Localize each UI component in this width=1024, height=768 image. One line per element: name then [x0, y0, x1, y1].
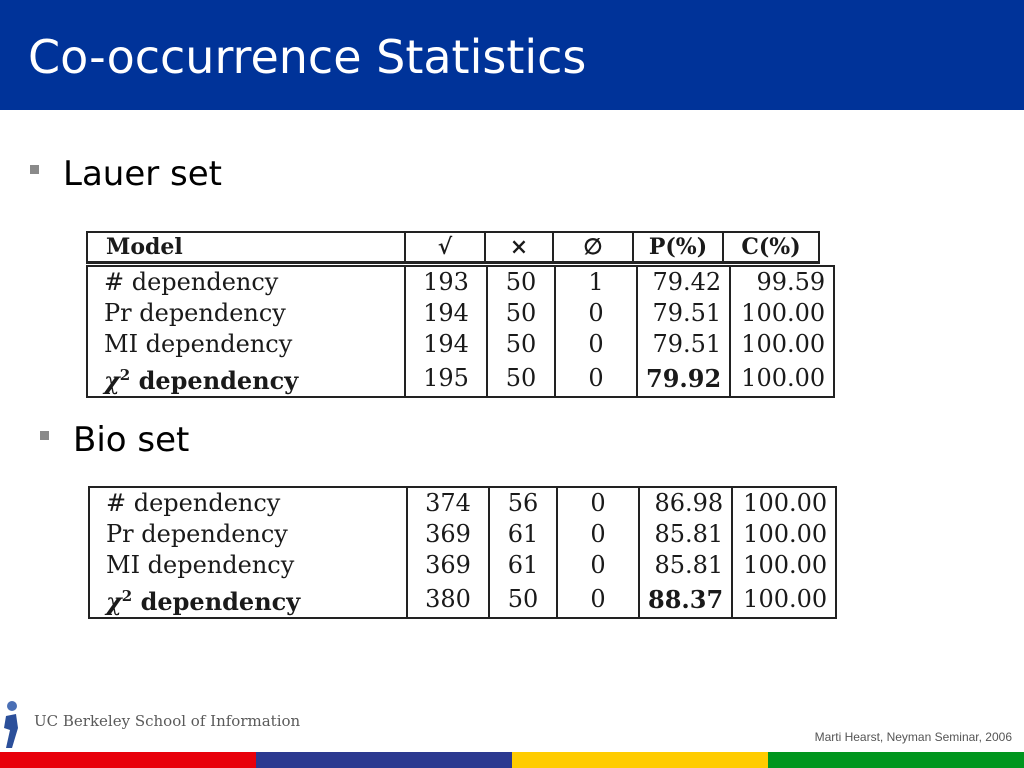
cell-precision: 79.51 — [637, 298, 730, 329]
cell-coverage: 100.00 — [730, 298, 834, 329]
col-header-precision: P(%) — [633, 232, 723, 263]
col-header-correct: √ — [405, 232, 485, 263]
cell-model: # dependency — [87, 266, 405, 298]
cell-none: 0 — [555, 298, 637, 329]
cell-precision: 85.81 — [639, 519, 732, 550]
footer-stripe-blue — [256, 752, 512, 768]
cell-model: MI dependency — [89, 550, 407, 581]
col-header-none: ∅ — [553, 232, 633, 263]
cell-incorrect: 50 — [487, 298, 555, 329]
cell-correct: 193 — [405, 266, 487, 298]
cell-coverage: 100.00 — [732, 487, 836, 519]
footer-stripe-red — [0, 752, 256, 768]
cell-none: 0 — [555, 329, 637, 360]
cell-correct: 369 — [407, 550, 489, 581]
cell-incorrect: 50 — [487, 266, 555, 298]
cell-incorrect: 61 — [489, 519, 557, 550]
cell-none: 1 — [555, 266, 637, 298]
table-row — [87, 298, 834, 329]
cell-correct: 194 — [405, 298, 487, 329]
table-row — [89, 519, 836, 550]
bullet-square-icon — [40, 431, 49, 440]
model-suffix: dependency — [130, 366, 299, 395]
logo-text: UC Berkeley School of Information — [34, 712, 301, 730]
cell-coverage: 100.00 — [730, 329, 834, 360]
table-row — [87, 360, 834, 397]
cell-coverage: 100.00 — [730, 360, 834, 397]
cell-precision: 88.37 — [639, 581, 732, 618]
chi-superscript: 2 — [121, 587, 133, 605]
bullet-bio-set — [40, 420, 189, 460]
cell-precision: 79.51 — [637, 329, 730, 360]
col-header-model: Model — [87, 232, 405, 263]
slide-title: Co-occurrence Statistics — [28, 30, 587, 84]
cell-precision: 86.98 — [639, 487, 732, 519]
cell-precision: 79.92 — [637, 360, 730, 397]
cell-none: 0 — [557, 519, 639, 550]
footer-stripe-green — [768, 752, 1024, 768]
col-header-incorrect: × — [485, 232, 553, 263]
cell-none: 0 — [557, 550, 639, 581]
cell-precision: 79.42 — [637, 266, 730, 298]
cell-model: Pr dependency — [89, 519, 407, 550]
cell-correct: 195 — [405, 360, 487, 397]
chi-symbol: χ — [104, 366, 120, 395]
cell-none: 0 — [557, 581, 639, 618]
cell-incorrect: 50 — [489, 581, 557, 618]
bullet-lauer-set — [30, 154, 222, 194]
cell-correct: 369 — [407, 519, 489, 550]
chi-symbol: χ — [106, 587, 122, 616]
cell-correct: 380 — [407, 581, 489, 618]
model-suffix: dependency — [132, 587, 301, 616]
cell-incorrect: 61 — [489, 550, 557, 581]
table-row — [89, 550, 836, 581]
cell-model: MI dependency — [87, 329, 405, 360]
lauer-table-header — [86, 231, 820, 264]
cell-coverage: 100.00 — [732, 550, 836, 581]
cell-incorrect: 50 — [487, 360, 555, 397]
cell-coverage: 100.00 — [732, 519, 836, 550]
cell-model — [89, 581, 407, 618]
table-row — [87, 329, 834, 360]
table-row — [89, 487, 836, 519]
chi-superscript: 2 — [119, 366, 131, 384]
cell-none: 0 — [557, 487, 639, 519]
footer-stripe-yellow — [512, 752, 768, 768]
cell-coverage: 99.59 — [730, 266, 834, 298]
cell-model: # dependency — [89, 487, 407, 519]
title-bar — [0, 0, 1024, 110]
cell-model: Pr dependency — [87, 298, 405, 329]
cell-incorrect: 50 — [487, 329, 555, 360]
cell-none: 0 — [555, 360, 637, 397]
bullet-label: Lauer set — [63, 154, 222, 194]
bullet-label: Bio set — [73, 420, 190, 460]
cell-correct: 374 — [407, 487, 489, 519]
cell-incorrect: 56 — [489, 487, 557, 519]
cell-model — [87, 360, 405, 397]
bio-table — [88, 486, 837, 619]
col-header-coverage: C(%) — [723, 232, 819, 263]
berkeley-figure-logo-icon — [0, 698, 32, 752]
cell-precision: 85.81 — [639, 550, 732, 581]
lauer-table — [86, 265, 835, 398]
cell-coverage: 100.00 — [732, 581, 836, 618]
footer-credit: Marti Hearst, Neyman Seminar, 2006 — [814, 730, 1012, 744]
bullet-square-icon — [30, 165, 39, 174]
table-row — [89, 581, 836, 618]
table-row — [87, 266, 834, 298]
cell-correct: 194 — [405, 329, 487, 360]
